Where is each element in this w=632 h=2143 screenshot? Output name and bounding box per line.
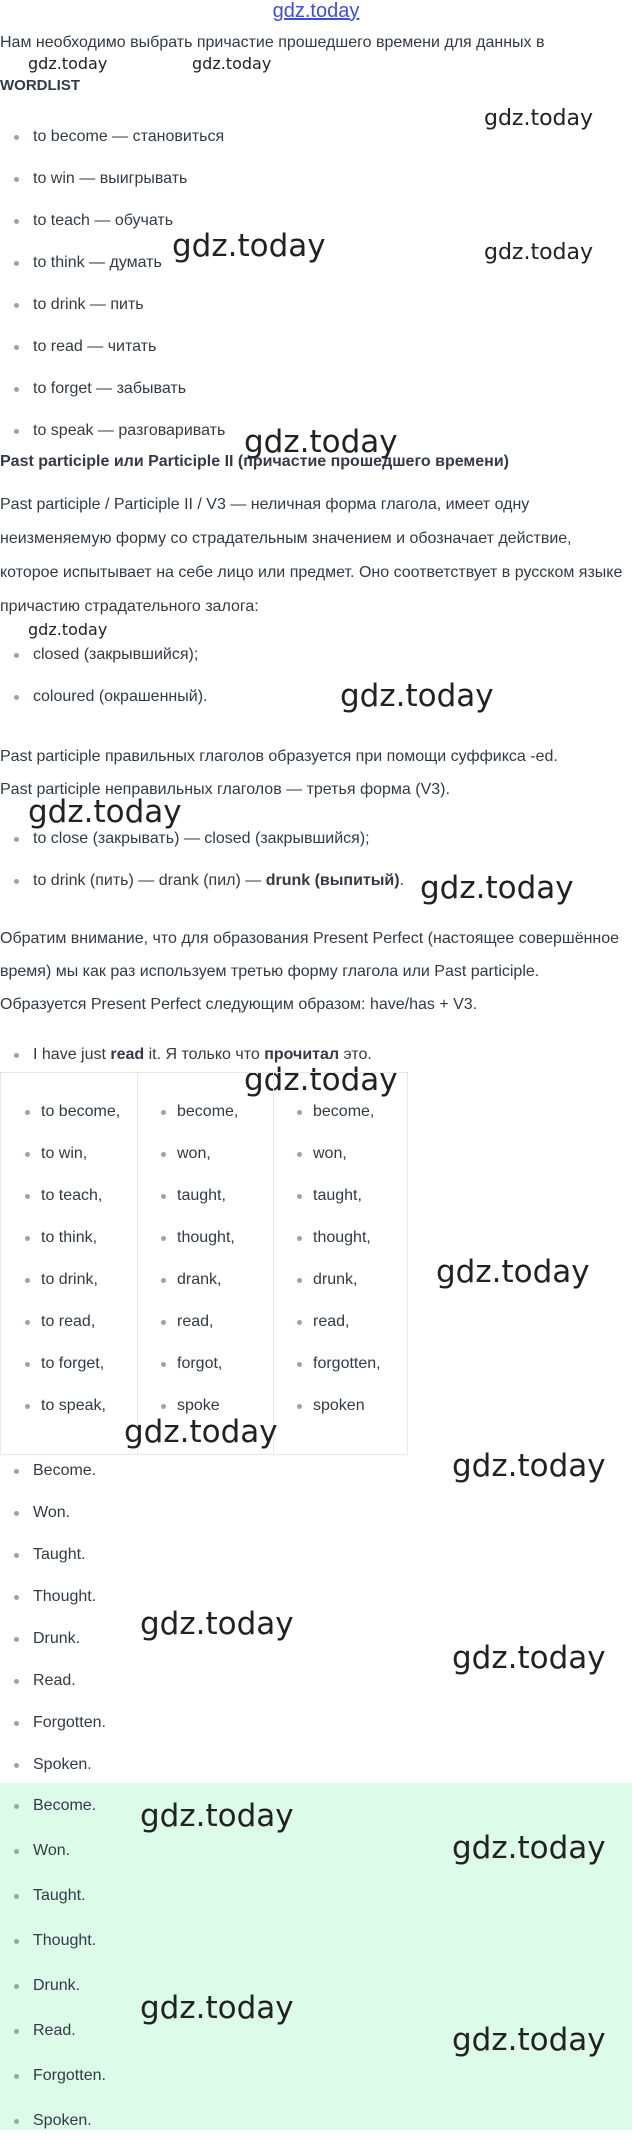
list-item: to win — выигрывать xyxy=(0,158,225,200)
list-item: to drink — пить xyxy=(0,284,225,326)
table-cell: spoke xyxy=(137,1385,273,1427)
participle-column xyxy=(273,1073,407,1454)
list-item: Forgotten. xyxy=(0,2053,106,2098)
watermark: gdz.today xyxy=(420,870,574,906)
example-text: to drink (пить) — drank (пил) — xyxy=(33,872,266,889)
list-item: Forgotten. xyxy=(0,1702,106,1744)
table-cell: to forget, xyxy=(1,1343,137,1385)
list-item: Taught. xyxy=(0,1534,106,1576)
list-item: Won. xyxy=(0,1828,106,1873)
list-item: Spoken. xyxy=(0,2098,106,2143)
infinitive-column xyxy=(1,1073,138,1454)
list-item: Become. xyxy=(0,1783,106,1828)
table-cell: to drink, xyxy=(1,1259,137,1301)
definition-paragraph: Past participle / Participle II / V3 — неличная форма глагола, имеет одну неизменяемую форму со страдательным значением и обозначает действие, которое испытывает на себе лицо или предмет. Оно соответствует в русском языке причастию страдательного залога: xyxy=(0,496,623,615)
list-item: to read — читать xyxy=(0,326,225,368)
table-cell: to become, xyxy=(1,1091,137,1133)
example-text: . xyxy=(399,872,405,889)
list-item: to speak — разговаривать xyxy=(0,410,225,452)
list-item: to become — становиться xyxy=(0,116,225,158)
list-item: Become. xyxy=(0,1450,106,1492)
wordlist-title: WORDLIST xyxy=(0,77,80,94)
perfect-note: Обратим внимание, что для образования Present Perfect (настоящее совершённое время) мы как раз используем третью форму глагола или Past participle. Образуется Present Perfect следующим образом: have/has + V3. xyxy=(0,930,620,1013)
table-cell: read, xyxy=(137,1301,273,1343)
table-cell: to read, xyxy=(1,1301,137,1343)
table-cell: taught, xyxy=(273,1175,407,1217)
watermark: gdz.today xyxy=(192,54,272,73)
list-item: Taught. xyxy=(0,1873,106,1918)
example-bold: прочитал xyxy=(264,1046,340,1063)
table-cell: become, xyxy=(273,1091,407,1133)
list-item xyxy=(0,860,404,902)
table-cell: to teach, xyxy=(1,1175,137,1217)
table-cell: read, xyxy=(273,1301,407,1343)
list-item: closed (закрывшийся); xyxy=(0,634,207,676)
list-item: coloured (окрашенный). xyxy=(0,676,207,718)
watermark: gdz.today xyxy=(452,2022,606,2058)
rule-irregular: Past participle неправильных глаголов — третья форма (V3). xyxy=(0,781,450,798)
answers-list-highlighted xyxy=(0,1783,106,2143)
watermark: gdz.today xyxy=(28,620,108,639)
table-cell: to think, xyxy=(1,1217,137,1259)
list-item: Won. xyxy=(0,1492,106,1534)
table-cell: forgotten, xyxy=(273,1343,407,1385)
watermark: gdz.today xyxy=(436,1254,590,1290)
watermark: gdz.today xyxy=(484,106,594,131)
example-text: it. Я только что xyxy=(144,1046,265,1063)
table-cell: to speak, xyxy=(1,1385,137,1427)
watermark: gdz.today xyxy=(140,1990,294,2026)
watermark: gdz.today xyxy=(244,424,398,460)
table-cell: drank, xyxy=(137,1259,273,1301)
table-cell: become, xyxy=(137,1091,273,1133)
watermark: gdz.today xyxy=(172,228,326,264)
watermark: gdz.today xyxy=(124,1414,278,1450)
table-cell: taught, xyxy=(137,1175,273,1217)
table-cell: thought, xyxy=(137,1217,273,1259)
watermark: gdz.today xyxy=(140,1798,294,1834)
table-cell: spoken xyxy=(273,1385,407,1427)
past-column xyxy=(137,1073,274,1454)
table-cell: thought, xyxy=(273,1217,407,1259)
watermark: gdz.today xyxy=(244,1062,398,1098)
list-item: Read. xyxy=(0,1660,106,1702)
watermark: gdz.today xyxy=(452,1830,606,1866)
answers-list xyxy=(0,1450,106,1786)
example-text: это. xyxy=(339,1046,372,1063)
site-logo[interactable]: gdz.today xyxy=(272,0,360,22)
watermark: gdz.today xyxy=(452,1640,606,1676)
wordlist xyxy=(0,116,225,452)
watermark: gdz.today xyxy=(140,1606,294,1642)
watermark: gdz.today xyxy=(28,54,108,73)
section-title: Past participle или Participle II (причастие прошедшего времени) xyxy=(0,453,509,470)
list-item: to forget — забывать xyxy=(0,368,225,410)
table-cell: to win, xyxy=(1,1133,137,1175)
example-bold: drunk (выпитый) xyxy=(265,872,400,889)
list-item: to think — думать xyxy=(0,242,225,284)
examples-list-2 xyxy=(0,818,404,902)
task-intro: Нам необходимо выбрать причастие прошедшего времени для данных в xyxy=(0,34,545,51)
watermark: gdz.today xyxy=(340,678,494,714)
example-text: I have just xyxy=(33,1046,111,1063)
list-item: Spoken. xyxy=(0,1744,106,1786)
list-item: Thought. xyxy=(0,1576,106,1618)
example-bold: read xyxy=(110,1046,145,1063)
table-cell: won, xyxy=(273,1133,407,1175)
list-item: to close (закрывать) — closed (закрывшийся); xyxy=(0,818,404,860)
list-item: Drunk. xyxy=(0,1618,106,1660)
watermark: gdz.today xyxy=(28,794,182,830)
list-item: Thought. xyxy=(0,1918,106,1963)
watermark: gdz.today xyxy=(452,1448,606,1484)
verb-forms-table xyxy=(0,1072,408,1455)
list-item: Read. xyxy=(0,2008,106,2053)
examples-list xyxy=(0,634,207,718)
watermark: gdz.today xyxy=(484,240,594,265)
table-cell: won, xyxy=(137,1133,273,1175)
table-cell: forgot, xyxy=(137,1343,273,1385)
table-cell: drunk, xyxy=(273,1259,407,1301)
rule-regular: Past participle правильных глаголов образуется при помощи суффикса -ed. xyxy=(0,748,558,765)
list-item: to teach — обучать xyxy=(0,200,225,242)
list-item: Drunk. xyxy=(0,1963,106,2008)
